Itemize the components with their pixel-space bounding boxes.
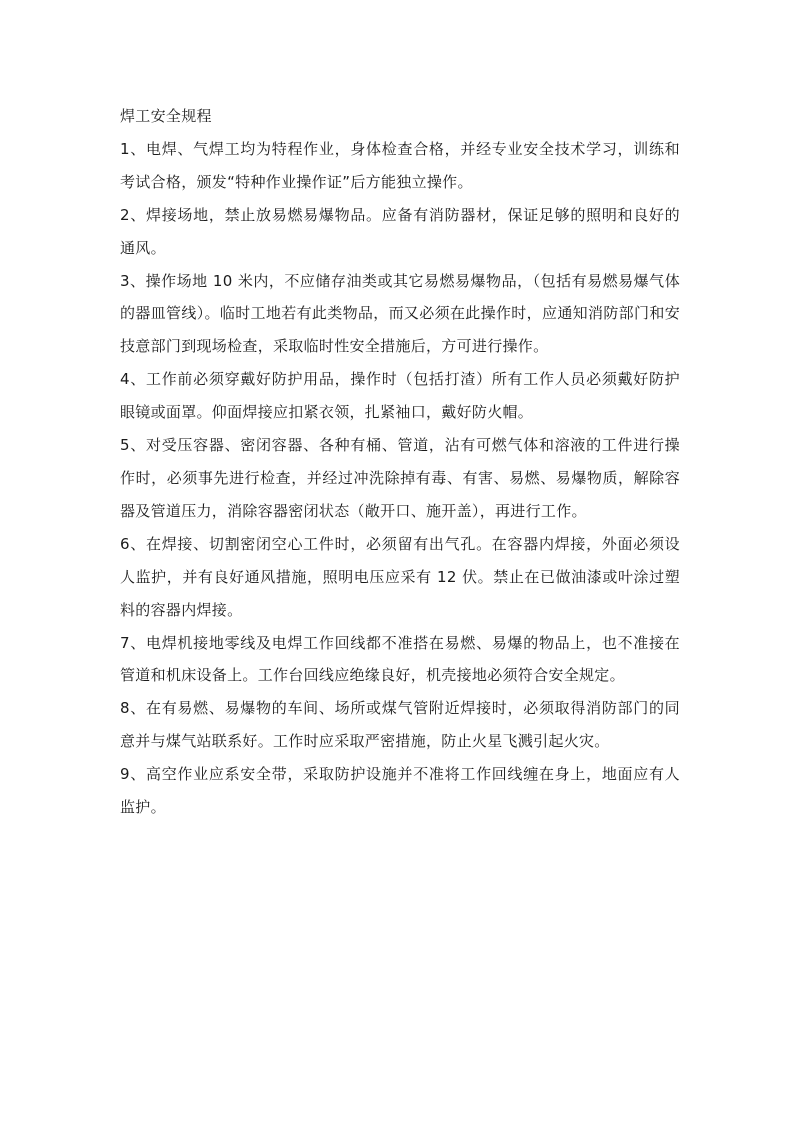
rule-paragraph-6: 6、在焊接、切割密闭空心工件时，必须留有出气孔。在容器内焊接，外面必须设人监护，并有良好通风措施，照明电压应采有 12 伏。禁止在已做油漆或叶涂过塑料的容器内焊接。 [120, 534, 680, 619]
rule-paragraph-1: 1、电焊、气焊工均为特程作业，身体检查合格，并经专业安全技术学习，训练和考试合格，颁发“特种作业操作证”后方能独立操作。 [120, 139, 680, 191]
rule-paragraph-7: 7、电焊机接地零线及电焊工作回线都不准搭在易燃、易爆的物品上，也不准接在管道和机床设备上。工作台回线应绝缘良好，机壳接地必须符合安全规定。 [120, 633, 680, 685]
rule-paragraph-2: 2、焊接场地，禁止放易燃易爆物品。应备有消防器材，保证足够的照明和良好的通风。 [120, 205, 680, 257]
document-title: 焊工安全规程 [120, 107, 212, 125]
rule-paragraph-5: 5、对受压容器、密闭容器、各种有桶、管道，沾有可燃气体和溶液的工件进行操作时，必须事先进行检查，并经过冲洗除掉有毒、有害、易燃、易爆物质，解除容器及管道压力，消除容器密闭状态（敞开口、施开盖），再进行工作。 [120, 436, 680, 520]
rule-paragraph-9: 9、高空作业应系安全带，采取防护设施并不准将工作回线缠在身上，地面应有人监护。 [120, 765, 680, 817]
document-body [120, 100, 680, 824]
rule-paragraph-3: 3、操作场地 10 米内，不应储存油类或其它易燃易爆物品，（包括有易燃易爆气体的器皿管线）。临时工地若有此类物品，而又必须在此操作时，应通知消防部门和安技意部门到现场检查，采取临时性安全措施后，方可进行操作。 [120, 271, 680, 356]
rule-paragraph-8: 8、在有易燃、易爆物的车间、场所或煤气管附近焊接时，必须取得消防部门的同意并与煤气站联系好。工作时应采取严密措施，防止火星飞溅引起火灾。 [120, 699, 680, 751]
rule-paragraph-4: 4、工作前必须穿戴好防护用品，操作时（包括打渣）所有工作人员必须戴好防护眼镜或面罩。仰面焊接应扣紧衣领，扎紧袖口，戴好防火帽。 [120, 370, 680, 422]
